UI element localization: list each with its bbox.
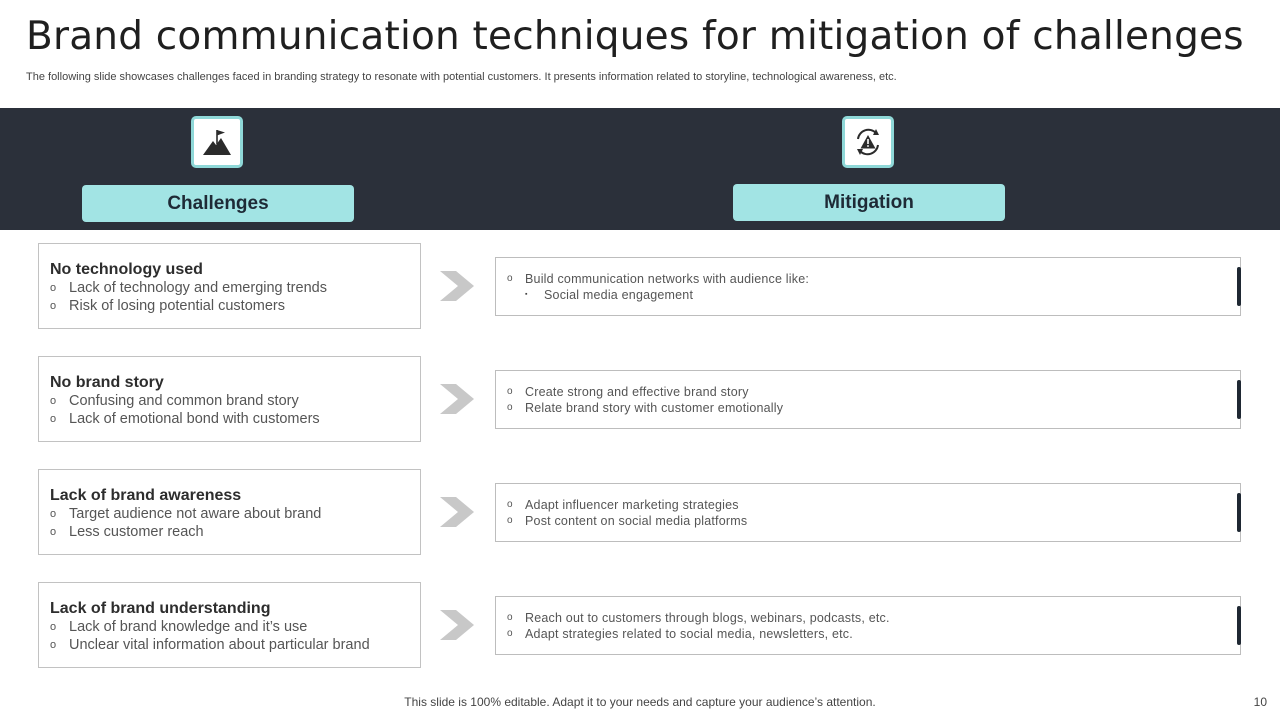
chevron-right-icon (440, 269, 474, 303)
card-side-bar (1237, 606, 1241, 645)
challenge-title: Lack of brand understanding (50, 600, 271, 617)
challenge-item: o Risk of losing potential customers (50, 298, 285, 314)
square-bullet-icon: ▪ (525, 291, 528, 298)
mitigation-item: o Adapt strategies related to social media, newsletters, etc. (507, 627, 853, 641)
mitigation-item: o Adapt influencer marketing strategies (507, 498, 739, 512)
mitigation-item: o Post content on social media platforms (507, 514, 748, 528)
challenge-title: No technology used (50, 261, 203, 278)
circle-bullet-icon: o (50, 300, 57, 312)
chevron-right-icon (440, 495, 474, 529)
circle-bullet-icon: o (507, 273, 513, 284)
challenge-item: o Unclear vital information about particular brand (50, 637, 370, 653)
circle-bullet-icon: o (507, 386, 513, 397)
slide-subtitle: The following slide showcases challenges faced in branding strategy to resonate with potential customers. It presents information related to storyline, technological awareness, etc. (26, 71, 897, 83)
challenges-icon-box (191, 116, 243, 168)
challenge-item: o Lack of brand knowledge and it’s use (50, 619, 308, 635)
card-side-bar (1237, 380, 1241, 419)
mountain-flag-icon (201, 126, 233, 158)
challenge-title: No brand story (50, 374, 164, 391)
header-band (0, 108, 1280, 230)
chevron-right-icon (440, 382, 474, 416)
mitigation-icon-box (842, 116, 894, 168)
mitigation-item: o Create strong and effective brand story (507, 385, 749, 399)
circle-bullet-icon: o (507, 402, 513, 413)
circle-bullet-icon: o (50, 395, 57, 407)
challenge-card (38, 469, 421, 555)
circle-bullet-icon: o (50, 621, 57, 633)
challenge-item: o Lack of emotional bond with customers (50, 411, 320, 427)
circle-bullet-icon: o (50, 639, 57, 651)
slide-title: Brand communication techniques for mitigation of challenges (26, 14, 1244, 59)
challenge-item: o Confusing and common brand story (50, 393, 299, 409)
mitigation-item: o Build communication networks with audience like: (507, 272, 810, 286)
challenge-card (38, 243, 421, 329)
card-side-bar (1237, 267, 1241, 306)
mitigation-card (495, 370, 1241, 429)
mitigation-card (495, 596, 1241, 655)
mitigation-header: Mitigation (733, 184, 1005, 221)
challenge-title: Lack of brand awareness (50, 487, 242, 504)
mitigation-sub-item: ▪ Social media engagement (525, 288, 694, 302)
page-number: 10 (1253, 695, 1267, 709)
circle-bullet-icon: o (507, 515, 513, 526)
challenges-header: Challenges (82, 185, 354, 222)
circle-bullet-icon: o (507, 628, 513, 639)
mitigation-card (495, 257, 1241, 316)
mitigation-item: o Relate brand story with customer emotionally (507, 401, 784, 415)
mitigation-item: o Reach out to customers through blogs, webinars, podcasts, etc. (507, 611, 890, 625)
challenge-card (38, 582, 421, 668)
circle-bullet-icon: o (50, 508, 57, 520)
circle-bullet-icon: o (507, 499, 513, 510)
challenge-item: o Less customer reach (50, 524, 204, 540)
warning-cycle-icon (852, 126, 884, 158)
mitigation-card (495, 483, 1241, 542)
challenge-card (38, 356, 421, 442)
challenge-item: o Target audience not aware about brand (50, 506, 322, 522)
circle-bullet-icon: o (507, 612, 513, 623)
circle-bullet-icon: o (50, 413, 57, 425)
slide-footer: This slide is 100% editable. Adapt it to your needs and capture your audience’s attention. (404, 695, 876, 709)
circle-bullet-icon: o (50, 282, 57, 294)
circle-bullet-icon: o (50, 526, 57, 538)
challenge-item: o Lack of technology and emerging trends (50, 280, 327, 296)
chevron-right-icon (440, 608, 474, 642)
card-side-bar (1237, 493, 1241, 532)
